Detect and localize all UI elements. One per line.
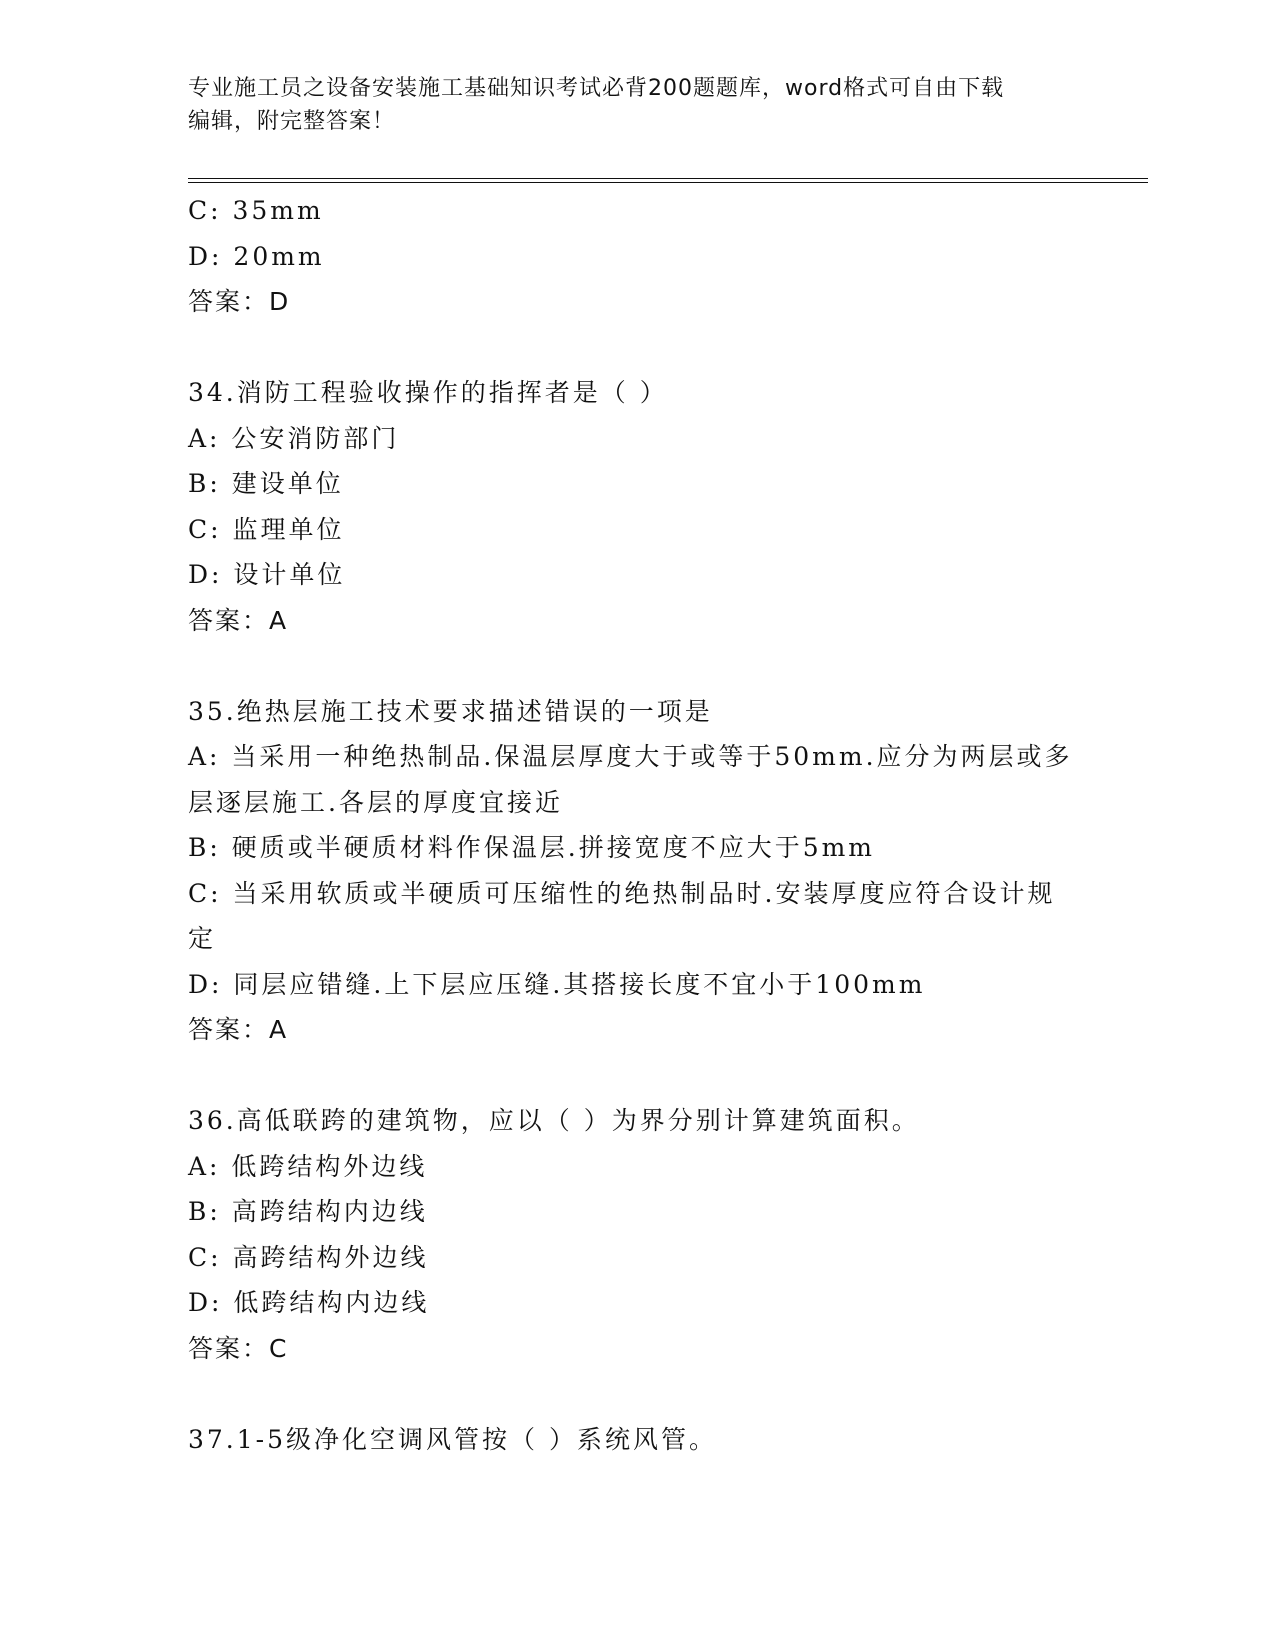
spacer bbox=[188, 1371, 1088, 1417]
spacer bbox=[188, 325, 1088, 371]
page-header bbox=[188, 72, 1088, 138]
question-block-35 bbox=[188, 689, 1088, 1053]
option-c: C: 监理单位 bbox=[188, 514, 345, 544]
header-title-line-2: 编辑，附完整答案！ bbox=[188, 109, 396, 134]
option-d: D: 低跨结构内边线 bbox=[188, 1288, 430, 1317]
question-block-34 bbox=[188, 370, 1088, 643]
option-c: C: 当采用软质或半硬质可压缩性的绝热制品时.安装厚度应符合设计规定 bbox=[188, 878, 1056, 953]
option-d: D: 20mm bbox=[188, 241, 325, 271]
option-a: A: 公安消防部门 bbox=[188, 423, 400, 453]
question-text: 37.1-5级净化空调风管按（ ）系统风管。 bbox=[188, 1424, 717, 1454]
question-block-37 bbox=[188, 1417, 1088, 1463]
question-text: 34.消防工程验收操作的指挥者是（ ） bbox=[188, 378, 668, 407]
header-divider-top bbox=[188, 178, 1148, 179]
option-b: B: 建设单位 bbox=[188, 469, 344, 498]
header-title-line-1: 专业施工员之设备安装施工基础知识考试必背200题题库，word格式可自由下载 bbox=[188, 76, 1005, 101]
question-block-36 bbox=[188, 1098, 1088, 1371]
spacer bbox=[188, 1053, 1088, 1099]
option-d: D: 同层应错缝.上下层应压缝.其搭接长度不宜小于100mm bbox=[188, 969, 926, 999]
answer-line: 答案：A bbox=[188, 605, 289, 635]
question-text: 35.绝热层施工技术要求描述错误的一项是 bbox=[188, 696, 713, 726]
option-a: A: 低跨结构外边线 bbox=[188, 1151, 428, 1181]
option-d: D: 设计单位 bbox=[188, 560, 346, 589]
spacer bbox=[188, 643, 1088, 689]
option-b: B: 高跨结构内边线 bbox=[188, 1197, 428, 1226]
header-divider-bottom bbox=[188, 182, 1148, 183]
answer-line: 答案：C bbox=[188, 1333, 289, 1363]
option-c: C: 高跨结构外边线 bbox=[188, 1242, 429, 1272]
answer-line: 答案：D bbox=[188, 287, 291, 316]
option-b: B: 硬质或半硬质材料作保温层.拼接宽度不应大于5mm bbox=[188, 833, 876, 862]
question-block-33 bbox=[188, 188, 1088, 325]
question-list bbox=[188, 188, 1088, 1462]
question-text: 36.高低联跨的建筑物，应以（ ）为界分别计算建筑面积。 bbox=[188, 1106, 920, 1135]
answer-line: 答案：A bbox=[188, 1015, 289, 1044]
option-c: C: 35mm bbox=[188, 196, 324, 225]
option-a: A: 当采用一种绝热制品.保温层厚度大于或等于50mm.应分为两层或多层逐层施工.各层的厚度宜接近 bbox=[188, 742, 1073, 817]
